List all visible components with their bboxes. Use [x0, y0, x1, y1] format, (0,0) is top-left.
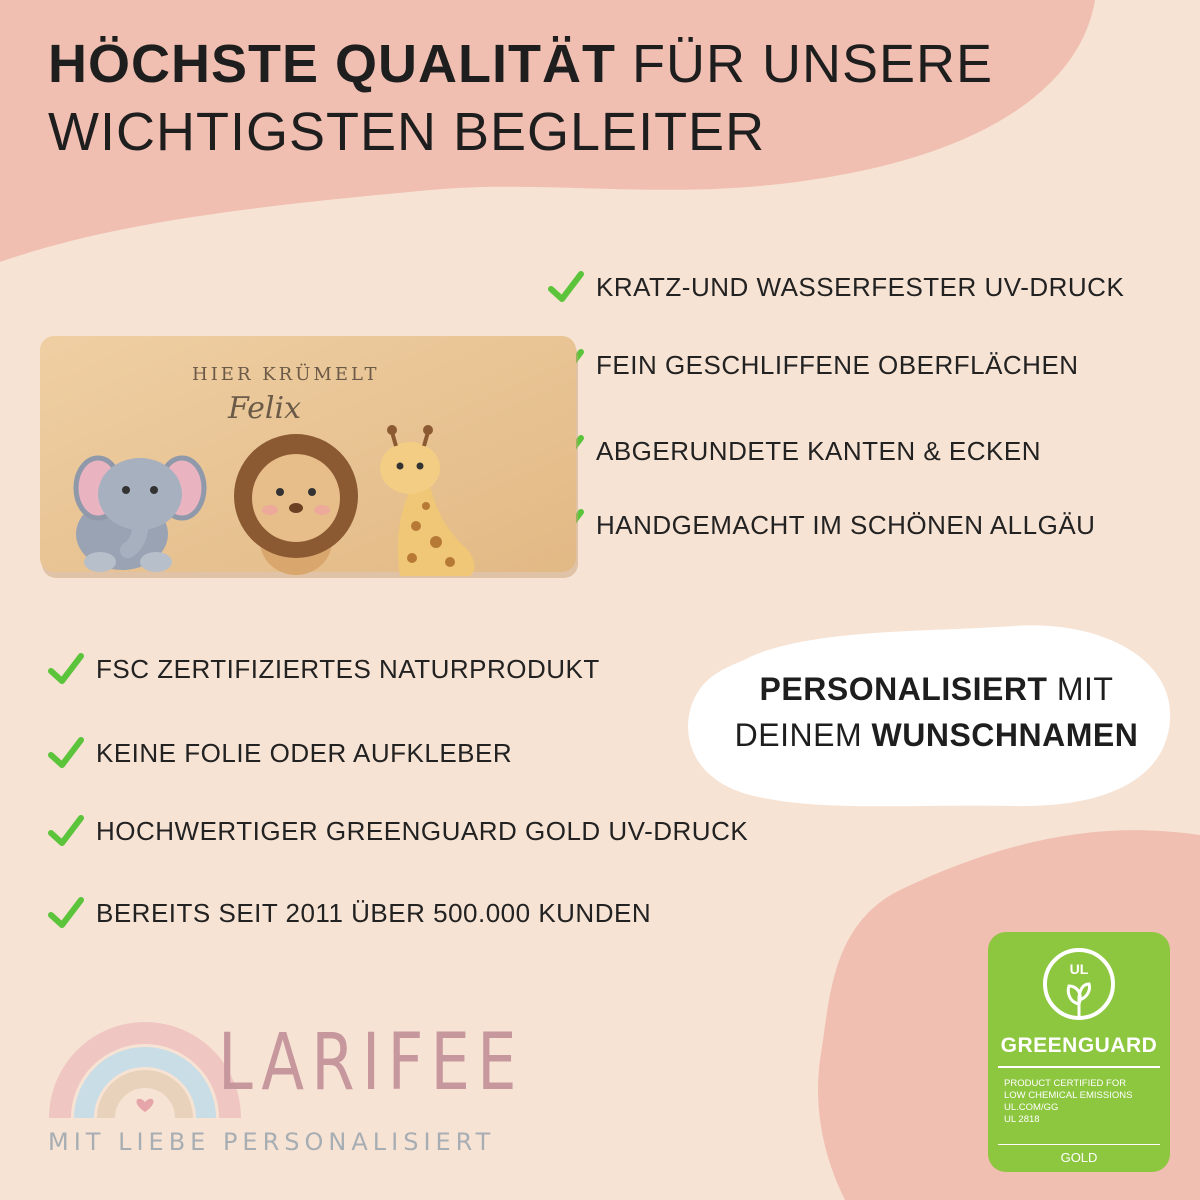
feature-label: KEINE FOLIE ODER AUFKLEBER [96, 737, 513, 768]
wooden-board-image [40, 336, 580, 580]
bubble-bold1: PERSONALISIERT [759, 671, 1048, 707]
check-icon [48, 896, 84, 930]
check-icon [48, 652, 84, 686]
feature-item [48, 896, 651, 930]
feature-item [548, 508, 1095, 542]
ul-leaf-icon [1039, 944, 1119, 1032]
feature-label: FSC ZERTIFIZIERTES NATURPRODUKT [96, 653, 600, 684]
feature-item [48, 652, 600, 686]
feature-label: ABGERUNDETE KANTEN & ECKEN [596, 435, 1041, 466]
board-name: Felix [228, 391, 302, 426]
greenguard-line: UL.COM/GG [1004, 1102, 1059, 1113]
headline-line2: WICHTIGSTEN BEGLEITER [48, 102, 766, 162]
brand-name: LARIFEE [218, 1018, 524, 1108]
greenguard-line: LOW CHEMICAL EMISSIONS [1004, 1090, 1133, 1101]
feature-item [48, 814, 748, 848]
feature-item [548, 270, 1124, 304]
personalization-text [684, 666, 1189, 758]
feature-item [548, 434, 1041, 468]
feature-label: FEIN GESCHLIFFENE OBERFLÄCHEN [596, 349, 1079, 380]
check-icon [48, 736, 84, 770]
bubble-rest1: MIT [1047, 671, 1114, 707]
headline-bold: HÖCHSTE QUALITÄT [48, 34, 616, 94]
board-line1: HIER KRÜMELT [192, 364, 380, 385]
check-icon [548, 270, 584, 304]
ul-mark: UL [1069, 961, 1089, 977]
greenguard-line: PRODUCT CERTIFIED FOR [1004, 1078, 1127, 1089]
greenguard-divider [998, 1066, 1160, 1068]
headline-rest: FÜR UNSERE [615, 34, 994, 94]
greenguard-line: UL 2818 [1004, 1114, 1040, 1125]
feature-item [48, 736, 512, 770]
greenguard-divider-bottom [998, 1144, 1160, 1145]
brand-tagline: MIT LIEBE PERSONALISIERT [48, 1128, 496, 1156]
greenguard-details [1004, 1078, 1132, 1126]
feature-label: HANDGEMACHT IM SCHÖNEN ALLGÄU [596, 509, 1096, 540]
headline [48, 30, 993, 166]
bubble-rest2: DEINEM [734, 717, 872, 753]
bubble-bold2: WUNSCHNAMEN [871, 717, 1139, 753]
feature-label: BEREITS SEIT 2011 ÜBER 500.000 KUNDEN [96, 897, 652, 928]
greenguard-name: GREENGUARD [1000, 1034, 1158, 1057]
check-icon [48, 814, 84, 848]
feature-label: KRATZ-UND WASSERFESTER UV-DRUCK [596, 271, 1125, 302]
greenguard-grade: GOLD [1060, 1150, 1098, 1165]
greenguard-badge [988, 932, 1170, 1172]
feature-label: HOCHWERTIGER GREENGUARD GOLD UV-DRUCK [96, 815, 749, 846]
feature-item [548, 348, 1079, 382]
